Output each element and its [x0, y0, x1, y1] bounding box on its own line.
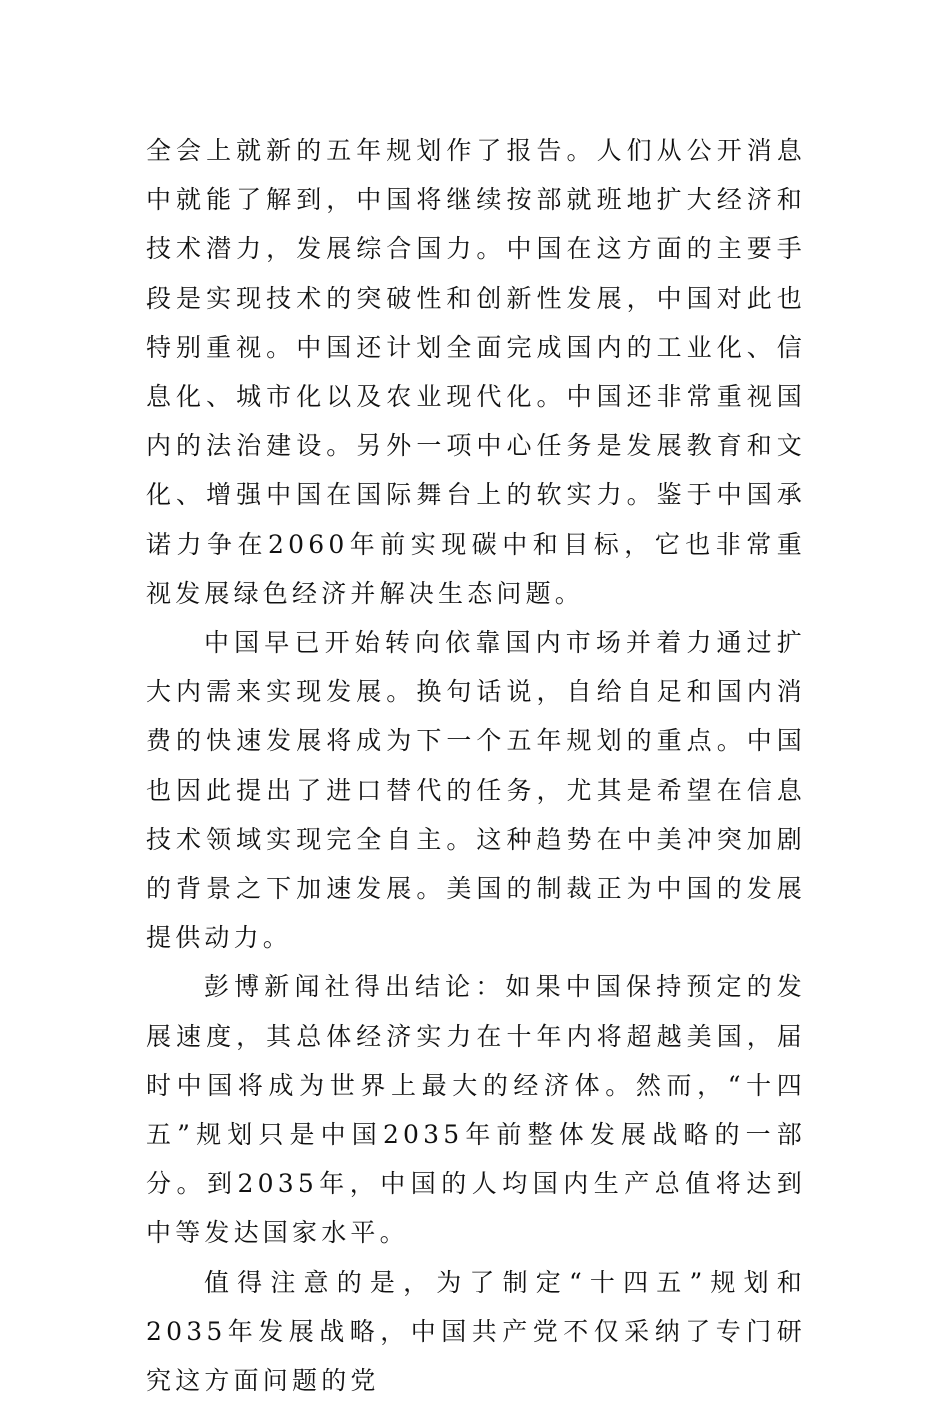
- article-body: [146, 126, 806, 1405]
- paragraph-bloomberg-conclusion: 彭博新闻社得出结论：如果中国保持预定的发展速度，其总体经济实力在十年内将超越美国，届时中国将成为世界上最大的经济体。然而，“十四五”规划只是中国2035年前整体发展战略的一部分。到2035年，中国的人均国内生产总值将达到中等发达国家水平。: [146, 972, 806, 1248]
- paragraph-continuation: 全会上就新的五年规划作了报告。人们从公开消息中就能了解到，中国将继续按部就班地扩大经济和技术潜力，发展综合国力。中国在这方面的主要手段是实现技术的突破性和创新性发展，中国对此也特别重视。中国还计划全面完成国内的工业化、信息化、城市化以及农业现代化。中国还非常重视国内的法治建设。另外一项中心任务是发展教育和文化、增强中国在国际舞台上的软实力。鉴于中国承诺力争在2060年前实现碳中和目标，它也非常重视发展绿色经济并解决生态问题。: [146, 136, 806, 608]
- paragraph-domestic-market: 中国早已开始转向依靠国内市场并着力通过扩大内需来实现发展。换句话说，自给自足和国内消费的快速发展将成为下一个五年规划的重点。中国也因此提出了进口替代的任务，尤其是希望在信息技术领域实现完全自主。这种趋势在中美冲突加剧的背景之下加速发展。美国的制裁正为中国的发展提供动力。: [146, 628, 806, 953]
- paragraph-notable-point: 值得注意的是，为了制定“十四五”规划和2035年发展战略，中国共产党不仅采纳了专门研究这方面问题的党: [146, 1267, 806, 1396]
